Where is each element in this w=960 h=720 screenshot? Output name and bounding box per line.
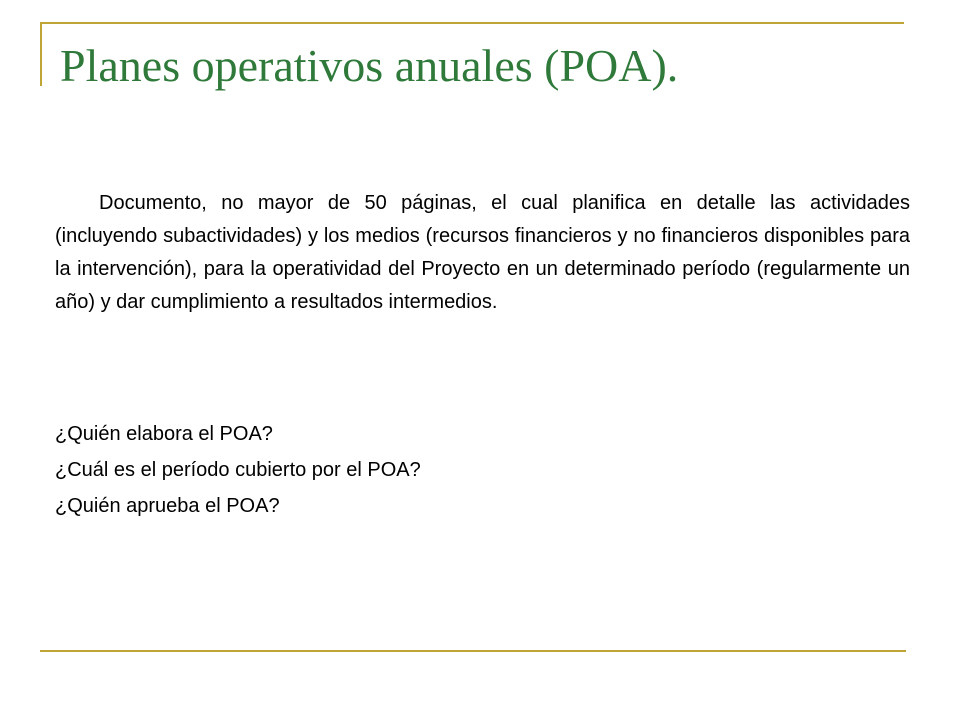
bottom-rule — [40, 650, 906, 652]
question-item: ¿Quién aprueba el POA? — [55, 495, 280, 517]
left-rule — [40, 22, 42, 86]
slide-title: Planes operativos anuales (POA). — [60, 40, 679, 91]
question-item: ¿Quién elabora el POA? — [55, 423, 273, 445]
question-list — [55, 416, 421, 524]
body-paragraph: Documento, no mayor de 50 páginas, el cual planifica en detalle las actividades (incluyendo subactividades) y los medios (recursos financieros y no financieros disponibles para la intervención), para la operatividad del Proyecto en un determinado período (regularmente un año) y dar cumplimiento a resultados intermedios. — [55, 192, 910, 313]
question-item: ¿Cuál es el período cubierto por el POA? — [55, 459, 421, 481]
top-rule — [40, 22, 904, 24]
